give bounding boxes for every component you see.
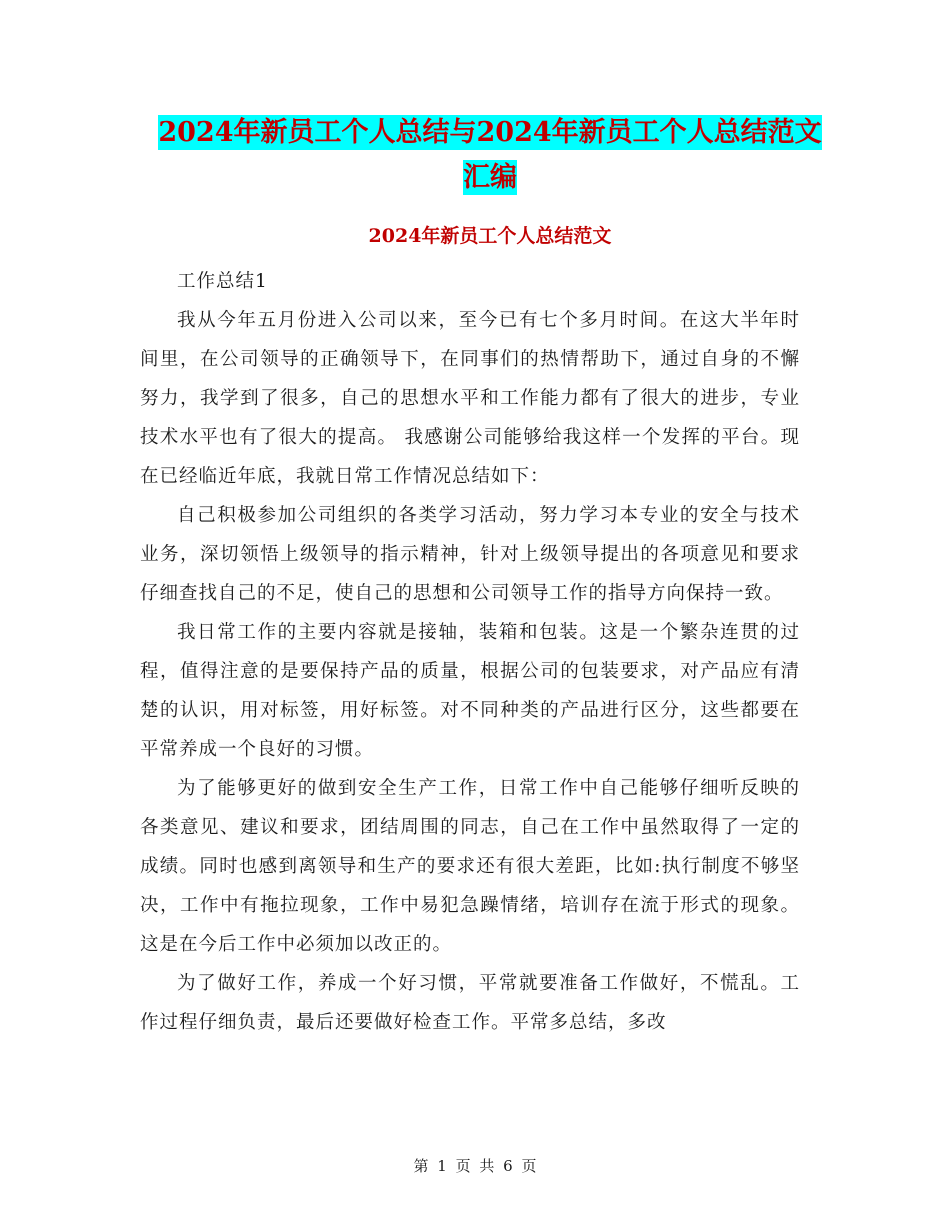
paragraph-heading: 工作总结1 xyxy=(177,271,268,292)
paragraph: 为了做好工作，养成一个好习惯，平常就要准备工作做好，不慌乱。工作过程仔细负责，最后还要做好检查工作。平常多总结，多改 xyxy=(140,973,800,1033)
paragraph: 为了能够更好的做到安全生产工作，日常工作中自己能够仔细听反映的各类意见、建议和要求，团结周围的同志，自己在工作中虽然取得了一定的成绩。同时也感到离领导和生产的要求还有很大差距，比如:执行制度不够坚决，工作中有拖拉现象，工作中易犯急躁情绪，培训存在流于形式的现象。这是在今后工作中必须加以改正的。 xyxy=(140,778,800,955)
paragraph: 我日常工作的主要内容就是接轴，装箱和包装。这是一个繁杂连贯的过程，值得注意的是要保持产品的质量，根据公司的包装要求，对产品应有清楚的认识，用对标签，用好标签。对不同种类的产品进行区分，这些都要在平常养成一个良好的习惯。 xyxy=(140,622,800,760)
document-body xyxy=(140,262,800,1042)
paragraph: 我从今年五月份进入公司以来，至今已有七个多月时间。在这大半年时间里，在公司领导的正确领导下，在同事们的热情帮助下，通过自身的不懈努力，我学到了很多，自己的思想水平和工作能力都有了很大的进步，专业技术水平也有了很大的提高。 我感谢公司能够给我这样一个发挥的平台。现在已经临近年底，我就日常工作情况总结如下： xyxy=(140,310,800,487)
page-footer xyxy=(0,1155,950,1176)
document-title-line2: 汇编 xyxy=(463,162,517,193)
document-title-line1: 2024年新员工个人总结与2024年新员工个人总结范文 xyxy=(158,117,822,148)
page-number-label: 第 1 页 共 6 页 xyxy=(413,1157,537,1175)
document-title xyxy=(140,110,840,200)
section-title: 2024年新员工个人总结范文 xyxy=(368,225,612,247)
paragraph: 自己积极参加公司组织的各类学习活动，努力学习本专业的安全与技术业务，深切领悟上级领导的指示精神，针对上级领导提出的各项意见和要求仔细查找自己的不足，使自己的思想和公司领导工作的指导方向保持一致。 xyxy=(140,505,800,604)
